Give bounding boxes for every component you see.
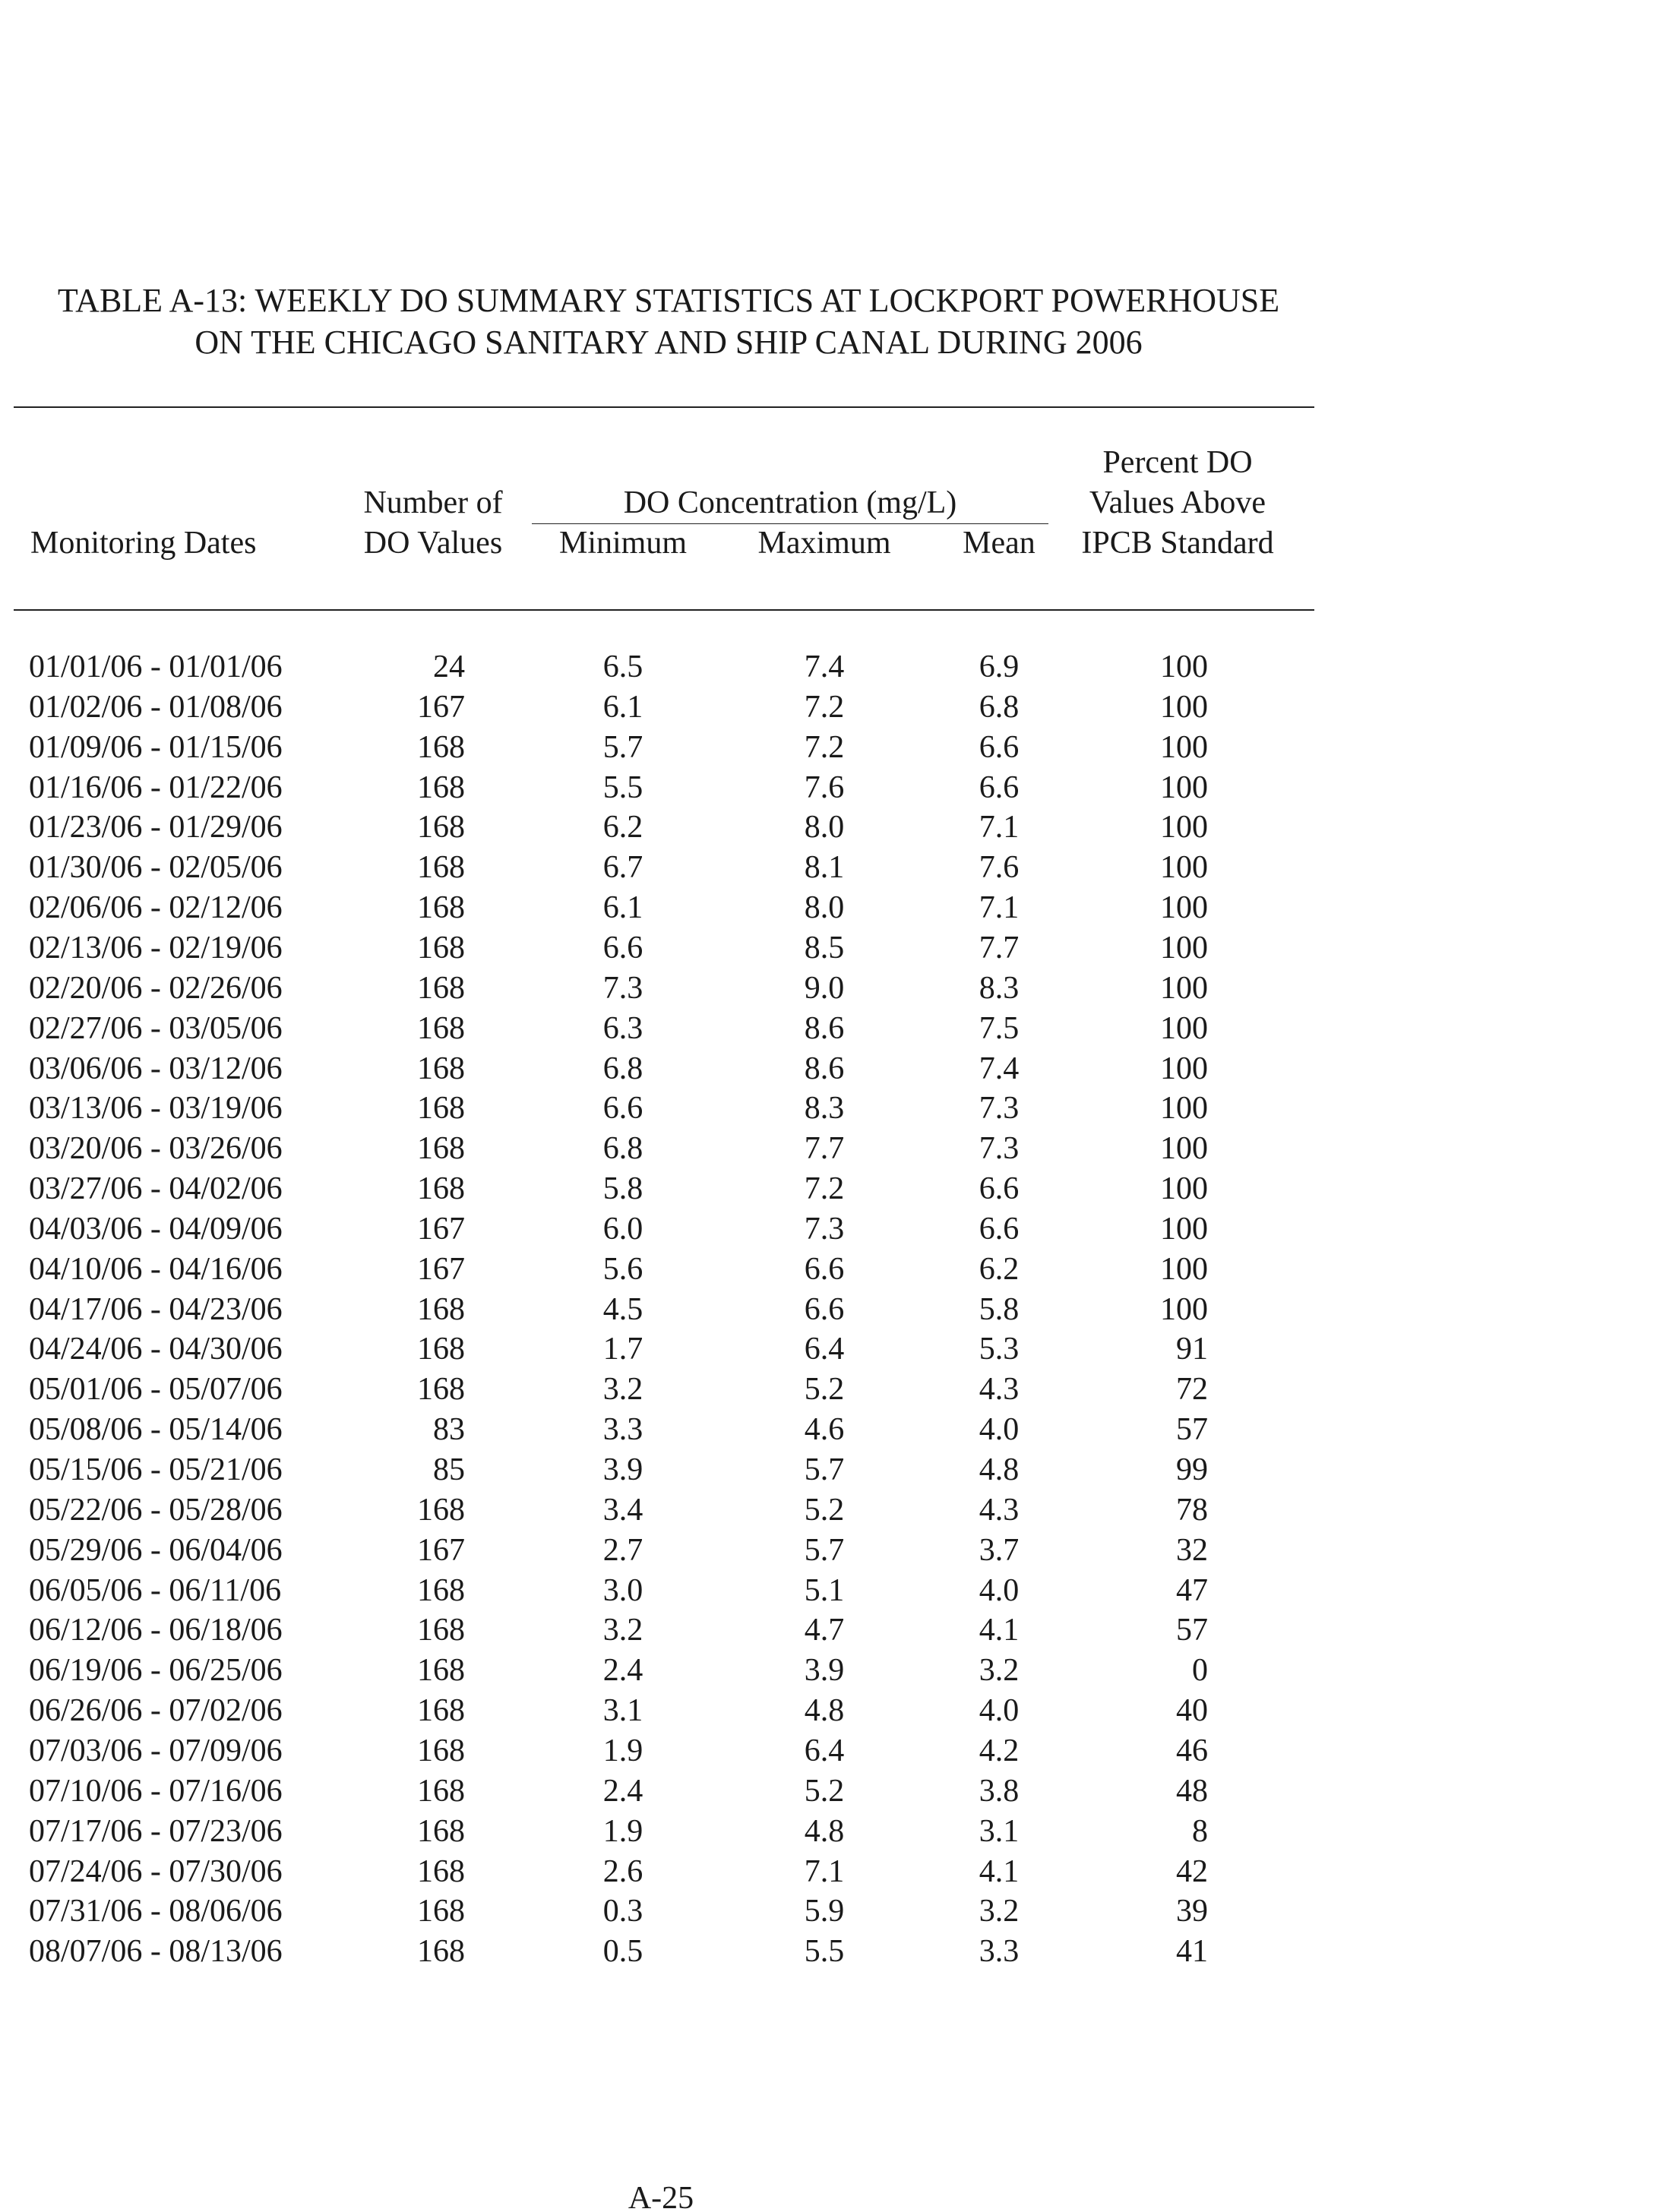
cell-mean: 3.2 <box>979 1894 1020 1929</box>
header-bottom-rule <box>14 609 1314 611</box>
cell-number-of-values: 168 <box>417 1332 465 1367</box>
header-number-of-values-line-1: Number of <box>363 485 503 520</box>
cell-minimum: 6.6 <box>602 1091 643 1126</box>
cell-minimum: 1.9 <box>602 1733 643 1768</box>
cell-monitoring-dates: 06/26/06 - 07/02/06 <box>29 1693 283 1728</box>
cell-number-of-values: 168 <box>417 1372 465 1407</box>
cell-monitoring-dates: 01/30/06 - 02/05/06 <box>29 850 283 885</box>
cell-number-of-values: 168 <box>417 1493 465 1528</box>
cell-monitoring-dates: 06/19/06 - 06/25/06 <box>29 1653 283 1688</box>
table-title-line-1: TABLE A-13: WEEKLY DO SUMMARY STATISTICS AT LOCKPORT POWERHOUSE <box>57 282 1280 319</box>
cell-percent-above-standard: 100 <box>1160 890 1208 925</box>
cell-percent-above-standard: 99 <box>1176 1452 1208 1487</box>
cell-number-of-values: 167 <box>417 1212 465 1247</box>
cell-monitoring-dates: 01/01/06 - 01/01/06 <box>29 649 283 684</box>
cell-number-of-values: 168 <box>417 1693 465 1728</box>
cell-percent-above-standard: 46 <box>1176 1733 1208 1768</box>
cell-minimum: 3.1 <box>602 1693 643 1728</box>
cell-number-of-values: 168 <box>417 1653 465 1688</box>
cell-maximum: 3.9 <box>804 1653 845 1688</box>
cell-monitoring-dates: 02/27/06 - 03/05/06 <box>29 1011 283 1046</box>
cell-minimum: 3.4 <box>602 1493 643 1528</box>
cell-minimum: 6.1 <box>602 690 643 725</box>
cell-percent-above-standard: 42 <box>1176 1854 1208 1889</box>
cell-number-of-values: 168 <box>417 1573 465 1608</box>
cell-monitoring-dates: 04/03/06 - 04/09/06 <box>29 1212 283 1247</box>
cell-monitoring-dates: 03/20/06 - 03/26/06 <box>29 1131 283 1166</box>
cell-monitoring-dates: 03/13/06 - 03/19/06 <box>29 1091 283 1126</box>
cell-percent-above-standard: 78 <box>1176 1493 1208 1528</box>
cell-maximum: 8.5 <box>804 931 845 965</box>
cell-monitoring-dates: 07/03/06 - 07/09/06 <box>29 1733 283 1768</box>
cell-monitoring-dates: 05/29/06 - 06/04/06 <box>29 1533 283 1568</box>
cell-number-of-values: 85 <box>433 1452 465 1487</box>
cell-percent-above-standard: 48 <box>1176 1774 1208 1809</box>
cell-number-of-values: 168 <box>417 1613 465 1648</box>
header-percent-line-2: Values Above <box>1089 485 1266 520</box>
cell-mean: 3.2 <box>979 1653 1020 1688</box>
cell-percent-above-standard: 100 <box>1160 1292 1208 1327</box>
cell-mean: 7.3 <box>979 1131 1020 1166</box>
cell-percent-above-standard: 8 <box>1192 1814 1208 1849</box>
cell-percent-above-standard: 40 <box>1176 1693 1208 1728</box>
header-percent-line-1: Percent DO <box>1102 445 1253 480</box>
cell-monitoring-dates: 07/10/06 - 07/16/06 <box>29 1774 283 1809</box>
cell-number-of-values: 168 <box>417 1814 465 1849</box>
cell-minimum: 4.5 <box>602 1292 643 1327</box>
cell-number-of-values: 168 <box>417 971 465 1006</box>
cell-mean: 4.8 <box>979 1452 1020 1487</box>
cell-percent-above-standard: 47 <box>1176 1573 1208 1608</box>
cell-percent-above-standard: 100 <box>1160 1252 1208 1287</box>
cell-percent-above-standard: 100 <box>1160 1091 1208 1126</box>
header-do-concentration: DO Concentration (mg/L) <box>623 485 957 520</box>
cell-number-of-values: 167 <box>417 690 465 725</box>
cell-mean: 7.6 <box>979 850 1020 885</box>
cell-minimum: 2.4 <box>602 1774 643 1809</box>
cell-maximum: 7.4 <box>804 649 845 684</box>
cell-percent-above-standard: 100 <box>1160 770 1208 805</box>
cell-number-of-values: 168 <box>417 1011 465 1046</box>
cell-maximum: 5.1 <box>804 1573 845 1608</box>
cell-percent-above-standard: 100 <box>1160 1131 1208 1166</box>
cell-mean: 6.6 <box>979 1212 1020 1247</box>
cell-minimum: 6.1 <box>602 890 643 925</box>
cell-number-of-values: 168 <box>417 850 465 885</box>
cell-mean: 7.7 <box>979 931 1020 965</box>
cell-number-of-values: 167 <box>417 1252 465 1287</box>
cell-percent-above-standard: 72 <box>1176 1372 1208 1407</box>
cell-minimum: 3.3 <box>602 1412 643 1447</box>
cell-mean: 6.6 <box>979 770 1020 805</box>
cell-maximum: 8.6 <box>804 1011 845 1046</box>
cell-maximum: 7.1 <box>804 1854 845 1889</box>
cell-number-of-values: 168 <box>417 1733 465 1768</box>
cell-monitoring-dates: 07/31/06 - 08/06/06 <box>29 1894 283 1929</box>
cell-mean: 4.2 <box>979 1733 1020 1768</box>
cell-minimum: 2.4 <box>602 1653 643 1688</box>
cell-monitoring-dates: 05/08/06 - 05/14/06 <box>29 1412 283 1447</box>
cell-maximum: 8.3 <box>804 1091 845 1126</box>
cell-maximum: 7.3 <box>804 1212 845 1247</box>
cell-maximum: 6.6 <box>804 1292 845 1327</box>
cell-number-of-values: 168 <box>417 890 465 925</box>
cell-percent-above-standard: 39 <box>1176 1894 1208 1929</box>
page-number: A-25 <box>628 2185 694 2212</box>
cell-minimum: 3.2 <box>602 1613 643 1648</box>
cell-percent-above-standard: 91 <box>1176 1332 1208 1367</box>
cell-maximum: 5.2 <box>804 1372 845 1407</box>
cell-minimum: 5.5 <box>602 770 643 805</box>
cell-mean: 6.9 <box>979 649 1020 684</box>
cell-number-of-values: 168 <box>417 1934 465 1969</box>
cell-maximum: 7.2 <box>804 730 845 765</box>
header-minimum: Minimum <box>558 526 688 561</box>
cell-number-of-values: 24 <box>433 649 465 684</box>
cell-percent-above-standard: 100 <box>1160 1212 1208 1247</box>
cell-mean: 4.3 <box>979 1372 1020 1407</box>
cell-number-of-values: 168 <box>417 1854 465 1889</box>
cell-mean: 4.1 <box>979 1854 1020 1889</box>
cell-minimum: 3.2 <box>602 1372 643 1407</box>
cell-minimum: 1.9 <box>602 1814 643 1849</box>
cell-maximum: 4.8 <box>804 1814 845 1849</box>
cell-monitoring-dates: 02/13/06 - 02/19/06 <box>29 931 283 965</box>
cell-minimum: 6.3 <box>602 1011 643 1046</box>
cell-monitoring-dates: 04/17/06 - 04/23/06 <box>29 1292 283 1327</box>
cell-monitoring-dates: 04/24/06 - 04/30/06 <box>29 1332 283 1367</box>
cell-monitoring-dates: 04/10/06 - 04/16/06 <box>29 1252 283 1287</box>
cell-monitoring-dates: 05/22/06 - 05/28/06 <box>29 1493 283 1528</box>
cell-mean: 3.8 <box>979 1774 1020 1809</box>
cell-maximum: 5.2 <box>804 1493 845 1528</box>
cell-monitoring-dates: 06/12/06 - 06/18/06 <box>29 1613 283 1648</box>
cell-monitoring-dates: 01/16/06 - 01/22/06 <box>29 770 283 805</box>
cell-maximum: 5.2 <box>804 1774 845 1809</box>
cell-mean: 3.7 <box>979 1533 1020 1568</box>
cell-mean: 5.3 <box>979 1332 1020 1367</box>
cell-mean: 7.4 <box>979 1051 1020 1086</box>
header-monitoring-dates: Monitoring Dates <box>30 526 257 561</box>
table-title-line-2: ON THE CHICAGO SANITARY AND SHIP CANAL DURING 2006 <box>194 324 1143 361</box>
cell-percent-above-standard: 100 <box>1160 931 1208 965</box>
cell-number-of-values: 168 <box>417 1774 465 1809</box>
cell-minimum: 6.2 <box>602 810 643 845</box>
cell-minimum: 2.7 <box>602 1533 643 1568</box>
cell-mean: 4.0 <box>979 1573 1020 1608</box>
cell-minimum: 0.3 <box>602 1894 643 1929</box>
cell-minimum: 1.7 <box>602 1332 643 1367</box>
cell-percent-above-standard: 0 <box>1192 1653 1208 1688</box>
cell-percent-above-standard: 57 <box>1176 1412 1208 1447</box>
cell-maximum: 7.2 <box>804 690 845 725</box>
cell-number-of-values: 167 <box>417 1533 465 1568</box>
cell-monitoring-dates: 05/15/06 - 05/21/06 <box>29 1452 283 1487</box>
cell-minimum: 3.0 <box>602 1573 643 1608</box>
cell-mean: 6.6 <box>979 1171 1020 1206</box>
cell-percent-above-standard: 41 <box>1176 1934 1208 1969</box>
cell-mean: 4.3 <box>979 1493 1020 1528</box>
cell-number-of-values: 168 <box>417 1292 465 1327</box>
cell-monitoring-dates: 01/02/06 - 01/08/06 <box>29 690 283 725</box>
cell-percent-above-standard: 100 <box>1160 850 1208 885</box>
cell-maximum: 9.0 <box>804 971 845 1006</box>
cell-minimum: 5.6 <box>602 1252 643 1287</box>
cell-minimum: 2.6 <box>602 1854 643 1889</box>
cell-maximum: 6.4 <box>804 1332 845 1367</box>
cell-mean: 8.3 <box>979 971 1020 1006</box>
cell-mean: 4.0 <box>979 1412 1020 1447</box>
cell-number-of-values: 168 <box>417 1894 465 1929</box>
cell-mean: 6.6 <box>979 730 1020 765</box>
cell-maximum: 8.6 <box>804 1051 845 1086</box>
cell-maximum: 5.5 <box>804 1934 845 1969</box>
cell-percent-above-standard: 100 <box>1160 1171 1208 1206</box>
cell-monitoring-dates: 02/20/06 - 02/26/06 <box>29 971 283 1006</box>
cell-number-of-values: 168 <box>417 810 465 845</box>
cell-maximum: 6.6 <box>804 1252 845 1287</box>
header-mean: Mean <box>963 526 1036 561</box>
cell-number-of-values: 83 <box>433 1412 465 1447</box>
header-percent-line-3: IPCB Standard <box>1081 526 1274 561</box>
cell-mean: 6.2 <box>979 1252 1020 1287</box>
cell-minimum: 6.7 <box>602 850 643 885</box>
cell-number-of-values: 168 <box>417 1171 465 1206</box>
cell-maximum: 4.7 <box>804 1613 845 1648</box>
cell-number-of-values: 168 <box>417 770 465 805</box>
cell-minimum: 6.0 <box>602 1212 643 1247</box>
cell-percent-above-standard: 100 <box>1160 1011 1208 1046</box>
cell-monitoring-dates: 03/06/06 - 03/12/06 <box>29 1051 283 1086</box>
header-maximum: Maximum <box>757 526 891 561</box>
top-rule <box>14 406 1314 408</box>
cell-monitoring-dates: 07/17/06 - 07/23/06 <box>29 1814 283 1849</box>
cell-percent-above-standard: 100 <box>1160 810 1208 845</box>
cell-maximum: 4.8 <box>804 1693 845 1728</box>
cell-monitoring-dates: 01/23/06 - 01/29/06 <box>29 810 283 845</box>
cell-minimum: 0.5 <box>602 1934 643 1969</box>
cell-mean: 4.0 <box>979 1693 1020 1728</box>
cell-maximum: 8.1 <box>804 850 845 885</box>
cell-mean: 7.3 <box>979 1091 1020 1126</box>
cell-monitoring-dates: 08/07/06 - 08/13/06 <box>29 1934 283 1969</box>
cell-maximum: 8.0 <box>804 890 845 925</box>
cell-mean: 4.1 <box>979 1613 1020 1648</box>
cell-maximum: 6.4 <box>804 1733 845 1768</box>
cell-maximum: 8.0 <box>804 810 845 845</box>
cell-monitoring-dates: 07/24/06 - 07/30/06 <box>29 1854 283 1889</box>
cell-minimum: 3.9 <box>602 1452 643 1487</box>
cell-mean: 7.1 <box>979 890 1020 925</box>
header-number-of-values-line-2: DO Values <box>363 526 503 561</box>
cell-monitoring-dates: 05/01/06 - 05/07/06 <box>29 1372 283 1407</box>
cell-maximum: 4.6 <box>804 1412 845 1447</box>
cell-maximum: 7.7 <box>804 1131 845 1166</box>
cell-monitoring-dates: 02/06/06 - 02/12/06 <box>29 890 283 925</box>
cell-percent-above-standard: 100 <box>1160 971 1208 1006</box>
cell-mean: 7.1 <box>979 810 1020 845</box>
cell-minimum: 6.6 <box>602 931 643 965</box>
cell-number-of-values: 168 <box>417 1091 465 1126</box>
cell-maximum: 7.2 <box>804 1171 845 1206</box>
cell-monitoring-dates: 03/27/06 - 04/02/06 <box>29 1171 283 1206</box>
cell-minimum: 5.7 <box>602 730 643 765</box>
cell-number-of-values: 168 <box>417 1131 465 1166</box>
cell-mean: 3.3 <box>979 1934 1020 1969</box>
cell-minimum: 6.8 <box>602 1051 643 1086</box>
cell-percent-above-standard: 32 <box>1176 1533 1208 1568</box>
cell-percent-above-standard: 100 <box>1160 1051 1208 1086</box>
cell-mean: 5.8 <box>979 1292 1020 1327</box>
cell-number-of-values: 168 <box>417 931 465 965</box>
cell-number-of-values: 168 <box>417 730 465 765</box>
cell-percent-above-standard: 100 <box>1160 649 1208 684</box>
cell-minimum: 6.8 <box>602 1131 643 1166</box>
cell-monitoring-dates: 01/09/06 - 01/15/06 <box>29 730 283 765</box>
cell-monitoring-dates: 06/05/06 - 06/11/06 <box>29 1573 282 1608</box>
cell-percent-above-standard: 57 <box>1176 1613 1208 1648</box>
cell-maximum: 5.9 <box>804 1894 845 1929</box>
cell-mean: 3.1 <box>979 1814 1020 1849</box>
cell-minimum: 7.3 <box>602 971 643 1006</box>
cell-mean: 7.5 <box>979 1011 1020 1046</box>
cell-maximum: 7.6 <box>804 770 845 805</box>
cell-minimum: 6.5 <box>602 649 643 684</box>
cell-minimum: 5.8 <box>602 1171 643 1206</box>
cell-number-of-values: 168 <box>417 1051 465 1086</box>
cell-mean: 6.8 <box>979 690 1020 725</box>
cell-maximum: 5.7 <box>804 1533 845 1568</box>
cell-percent-above-standard: 100 <box>1160 690 1208 725</box>
cell-percent-above-standard: 100 <box>1160 730 1208 765</box>
cell-maximum: 5.7 <box>804 1452 845 1487</box>
